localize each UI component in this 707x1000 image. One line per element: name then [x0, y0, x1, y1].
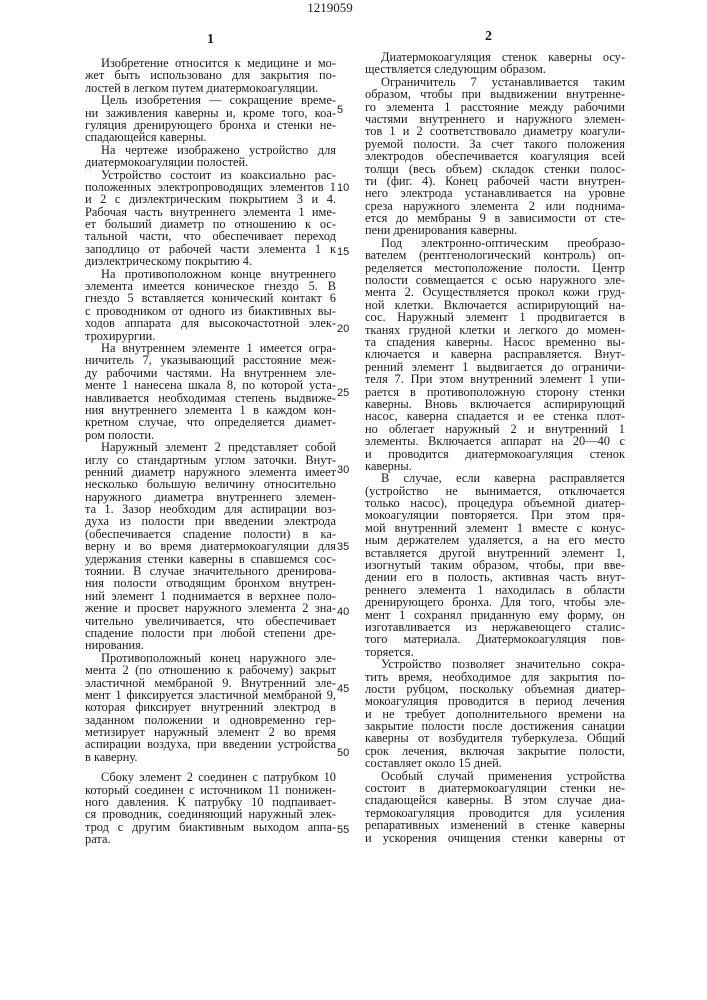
text-line: верну и во время диатермокоагуляции для — [85, 540, 336, 552]
text-line: насос, каверна спадается и ее стенка плот- — [365, 410, 625, 422]
text-line: образом, чтобы при выдвижении внутренне- — [365, 88, 625, 100]
text-line: дренирующего бронха. Для того, чтобы эле- — [365, 596, 625, 608]
paragraph — [85, 268, 336, 342]
text-line: навливается необходимая степень выдвиже- — [85, 392, 336, 404]
text-line: эластичной мембраной 9. Внутренний эле- — [85, 677, 336, 689]
text-line: элемента имеется коническое гнездо 5. В — [85, 280, 336, 292]
text-line: несколько большую величину относительно — [85, 478, 336, 490]
paragraph — [365, 472, 625, 658]
text-line: чительно увеличивается, что обеспечивает — [85, 615, 336, 627]
text-line: лостей в легком путем диатермокоагуляции. — [85, 82, 336, 94]
text-line: рата. — [85, 833, 336, 845]
text-line: пени дренирования каверны. — [365, 224, 625, 236]
text-line: термокоагуляция проводится для усиления — [365, 807, 625, 819]
text-line: ходов аппарата для высокочастотной элек- — [85, 317, 336, 329]
text-line: закрытие полости после достижения санации — [365, 720, 625, 732]
text-line: тканях грудной клетки и легкого до момен- — [365, 324, 625, 336]
text-line: Диатермокоагуляция стенок каверны осу- — [365, 51, 625, 63]
text-line: жет быть использовано для закрытия по- — [85, 69, 336, 81]
text-line: менте 1 нанесена шкала 8, по которой уста- — [85, 379, 336, 391]
text-line: и не требует дополнительного времени на — [365, 708, 625, 720]
text-line: (устройство не вынимается, отключается — [365, 485, 625, 497]
text-line: ется до мембраны 9 в зависимости от сте- — [365, 212, 625, 224]
text-line: удержания стенки каверны в спавшемся сос- — [85, 553, 336, 565]
text-line: ся проводник, соединяющий наружный элек- — [85, 808, 336, 820]
text-line: ключается и каверна расправляется. Внут- — [365, 348, 625, 360]
text-line: которая фиксирует внутренний электрод в — [85, 701, 336, 713]
text-line: кретном случае, что определяется диамет- — [85, 416, 336, 428]
text-line: тить время, необходимое для закрытия по- — [365, 671, 625, 683]
text-line: теля 7. При этом внутренний элемент 1 упи- — [365, 373, 625, 385]
text-line: и проводится диатермокоагуляция стенок — [365, 448, 625, 460]
text-line: На противоположном конце внутреннего — [85, 268, 336, 280]
text-line: иглу со стандартным углом заточки. Внут- — [85, 454, 336, 466]
column-number-right: 2 — [485, 29, 492, 45]
text-line: Особый случай применения устройства — [365, 770, 625, 782]
text-line: полости совмещается с осью наружного эле- — [365, 274, 625, 286]
paragraph — [85, 771, 336, 845]
paragraph — [85, 652, 336, 764]
text-line: реннего элемента 1 находилась в области — [365, 584, 625, 596]
text-line: аспирации воздуха, при введении устройства — [85, 738, 336, 750]
text-line: спадающейся каверны. В этом случае диа- — [365, 794, 625, 806]
text-line: тальной части, что обеспечивает переход — [85, 230, 336, 242]
text-line: жение и просвет наружного элемента 2 зна- — [85, 602, 336, 614]
text-line: ничитель 7, указывающий расстояние меж- — [85, 354, 336, 366]
text-line: Сбоку элемент 2 соединен с патрубком 10 — [85, 771, 336, 783]
text-line: рается в противоположную сторону стенки — [365, 386, 625, 398]
line-number-marker: 20 — [337, 323, 359, 335]
column-number-left: 1 — [207, 32, 214, 48]
text-line: спадающейся каверны. — [85, 131, 336, 143]
text-line: вставляется другой внутренний элемент 1, — [365, 547, 625, 559]
text-line: трод с другим биактивным выходом аппа- — [85, 821, 336, 833]
text-line: Цель изобретения — сокращение време- — [85, 94, 336, 106]
text-line: репаративных изменений в стенке каверны — [365, 819, 625, 831]
text-line: но облегает наружный 2 и внутренний 1 — [365, 423, 625, 435]
text-line: который соединен с источником 11 понижен- — [85, 784, 336, 796]
text-line: Устройство позволяет значительно сокра- — [365, 658, 625, 670]
text-line: него электрода устанавливается на уровне — [365, 187, 625, 199]
text-line: ной клетки. Включается аспирирующий на- — [365, 299, 625, 311]
text-line: (обеспечивается спадение полости) в ка- — [85, 528, 336, 540]
text-line: изогнутый таким образом, чтобы, при вве- — [365, 559, 625, 571]
text-line: заподлицо от рабочей части элемента 1 к — [85, 243, 336, 255]
text-line: духа из полости при введении электрода — [85, 515, 336, 527]
text-line: ного давления. К патрубку 10 подпаивает- — [85, 796, 336, 808]
text-line: трохирургии. — [85, 330, 336, 342]
text-line: среза наружного элемента 2 или поднима- — [365, 200, 625, 212]
text-line: На чертеже изображено устройство для — [85, 144, 336, 156]
text-line: ния полости отводящим бронхом внутрен- — [85, 577, 336, 589]
text-line: гуляция дренирующего бронха и стенки не- — [85, 119, 336, 131]
text-line: электродов обеспечивается коагуляция всей — [365, 150, 625, 162]
paragraph — [85, 57, 336, 94]
text-line: элементы. Включается аппарат на 20—40 с — [365, 435, 625, 447]
right-text-column — [365, 51, 625, 844]
left-text-column — [85, 57, 336, 846]
text-line: каверны от возбудителя туберкулеза. Общий — [365, 732, 625, 744]
text-line: В случае, если каверна расправляется — [365, 472, 625, 484]
line-number-marker: 50 — [337, 747, 359, 759]
text-line: с проводником от одного из биактивных вы- — [85, 305, 336, 317]
paragraph — [85, 94, 336, 144]
text-line: наружного диаметра внутреннего элемен- — [85, 491, 336, 503]
text-line: лости рубцом, поскольку объемная диатер- — [365, 683, 625, 695]
line-number-marker: 45 — [337, 683, 359, 695]
text-line: тоянии. В случае значительного дренирова- — [85, 565, 336, 577]
text-line: в каверну. — [85, 751, 336, 763]
paragraph — [365, 658, 625, 770]
text-line: метизирует наружный элемент 2 во время — [85, 726, 336, 738]
text-line: ду рабочими частями. На внутреннем эле- — [85, 367, 336, 379]
line-number-marker: 25 — [337, 387, 359, 399]
line-number-marker: 5 — [337, 104, 359, 116]
text-line: мокоагуляции повторяется. При этом пря- — [365, 509, 625, 521]
paragraph — [365, 76, 625, 237]
text-line: каверны. — [365, 460, 625, 472]
text-line: положенных электропроводящих элементов 1 — [85, 181, 336, 193]
paragraph — [365, 51, 625, 76]
paragraph — [365, 770, 625, 844]
text-line: На внутреннем элементе 1 имеется огра- — [85, 342, 336, 354]
text-line: ни заживления каверны и, кроме того, коа- — [85, 107, 336, 119]
text-line: Наружный элемент 2 представляет собой — [85, 441, 336, 453]
text-line: дении его в полость, активная часть внут- — [365, 571, 625, 583]
paragraph — [85, 169, 336, 268]
text-line: Под электронно-оптическим преобразо- — [365, 237, 625, 249]
text-line: мента 2 (по отношению к рабочему) закрыт — [85, 664, 336, 676]
text-line: мой внутренний элемент 1 вместе с конус- — [365, 522, 625, 534]
line-number-marker: 15 — [337, 246, 359, 258]
text-line: Противоположный конец наружного эле- — [85, 652, 336, 664]
text-line: диэлектрическому покрытию 4. — [85, 255, 336, 267]
text-line: ренний диаметр наружного элемента имеет — [85, 466, 336, 478]
line-number-marker: 10 — [337, 182, 359, 194]
text-line: мокоагуляция проводится в период лечения — [365, 695, 625, 707]
text-line: ния внутреннего элемента 1 в каждом кон- — [85, 404, 336, 416]
text-line: ет больший диаметр по отношению к ос- — [85, 218, 336, 230]
line-number-marker: 40 — [337, 606, 359, 618]
text-line: ром полости. — [85, 429, 336, 441]
text-line: составляет около 15 дней. — [365, 757, 625, 769]
text-line: ти (фиг. 4). Конец рабочей части внутрен- — [365, 175, 625, 187]
text-line: толщи (весь объем) складок стенки полос- — [365, 163, 625, 175]
text-line: Рабочая часть внутреннего элемента 1 име- — [85, 206, 336, 218]
paragraph — [85, 144, 336, 169]
text-line: частями внутреннего и наружного элемен- — [365, 113, 625, 125]
text-line: ществляется следующим образом. — [365, 63, 625, 75]
text-line: только насос), процедура объемной диатер- — [365, 497, 625, 509]
text-line: Ограничитель 7 устанавливается таким — [365, 76, 625, 88]
text-line: мента 2. Осуществляется прокол кожи груд- — [365, 286, 625, 298]
text-line: изготавливается из нержавеющего сталис- — [365, 621, 625, 633]
text-line: та 1. Зазор необходим для аспирации воз- — [85, 503, 336, 515]
text-line: Изобретение относится к медицине и мо- — [85, 57, 336, 69]
text-line: ределяется местоположение полости. Центр — [365, 262, 625, 274]
paragraph — [365, 237, 625, 472]
text-line: заданном положении и одновременно гер- — [85, 714, 336, 726]
text-line: вателем (рентгенологический контроль) оп- — [365, 249, 625, 261]
text-line: руемой полости. За счет такого положения — [365, 138, 625, 150]
document-number: 1219059 — [300, 0, 360, 16]
text-line: того материала. Диатермокоагуляция пов- — [365, 633, 625, 645]
text-line: ний элемент 1 поднимается в верхнее поло- — [85, 590, 336, 602]
text-line: тов 1 и 2 соответствовало диаметру коагули- — [365, 125, 625, 137]
text-line: срок лечения, включая закрытие полости, — [365, 745, 625, 757]
line-number-marker: 30 — [337, 464, 359, 476]
text-line: и 2 с диэлектрическим покрытием 3 и 4. — [85, 193, 336, 205]
text-line: мент 1 сохранял приданную ему форму, он — [365, 609, 625, 621]
text-line: го элемента 1 расстояние между рабочими — [365, 101, 625, 113]
text-line: и ускорения очищения стенки каверны от — [365, 832, 625, 844]
paragraph — [85, 342, 336, 441]
text-line: спадение полости при любой степени дре- — [85, 627, 336, 639]
text-line: состоит в диатермокоагуляции стенки не- — [365, 782, 625, 794]
text-line: ренний элемент 1 выдвигается до ограничи- — [365, 361, 625, 373]
paragraph — [85, 441, 336, 652]
line-number-marker: 35 — [337, 541, 359, 553]
text-line: Устройство состоит из коаксиально рас- — [85, 169, 336, 181]
text-line: сос. Наружный элемент 1 продвигается в — [365, 311, 625, 323]
text-line: гнездо 5 вставляется конический контакт 6 — [85, 292, 336, 304]
text-line: каверны. Вновь включается аспирирующий — [365, 398, 625, 410]
text-line: торяется. — [365, 646, 625, 658]
text-line: ным держателем удаляется, а на его место — [365, 534, 625, 546]
text-line: нирования. — [85, 639, 336, 651]
line-number-marker: 55 — [337, 824, 359, 836]
text-line: диатермокоагуляции полостей. — [85, 156, 336, 168]
text-line: та спадения каверны. Насос временно вы- — [365, 336, 625, 348]
text-line: мент 1 фиксируется эластичной мембраной 9, — [85, 689, 336, 701]
